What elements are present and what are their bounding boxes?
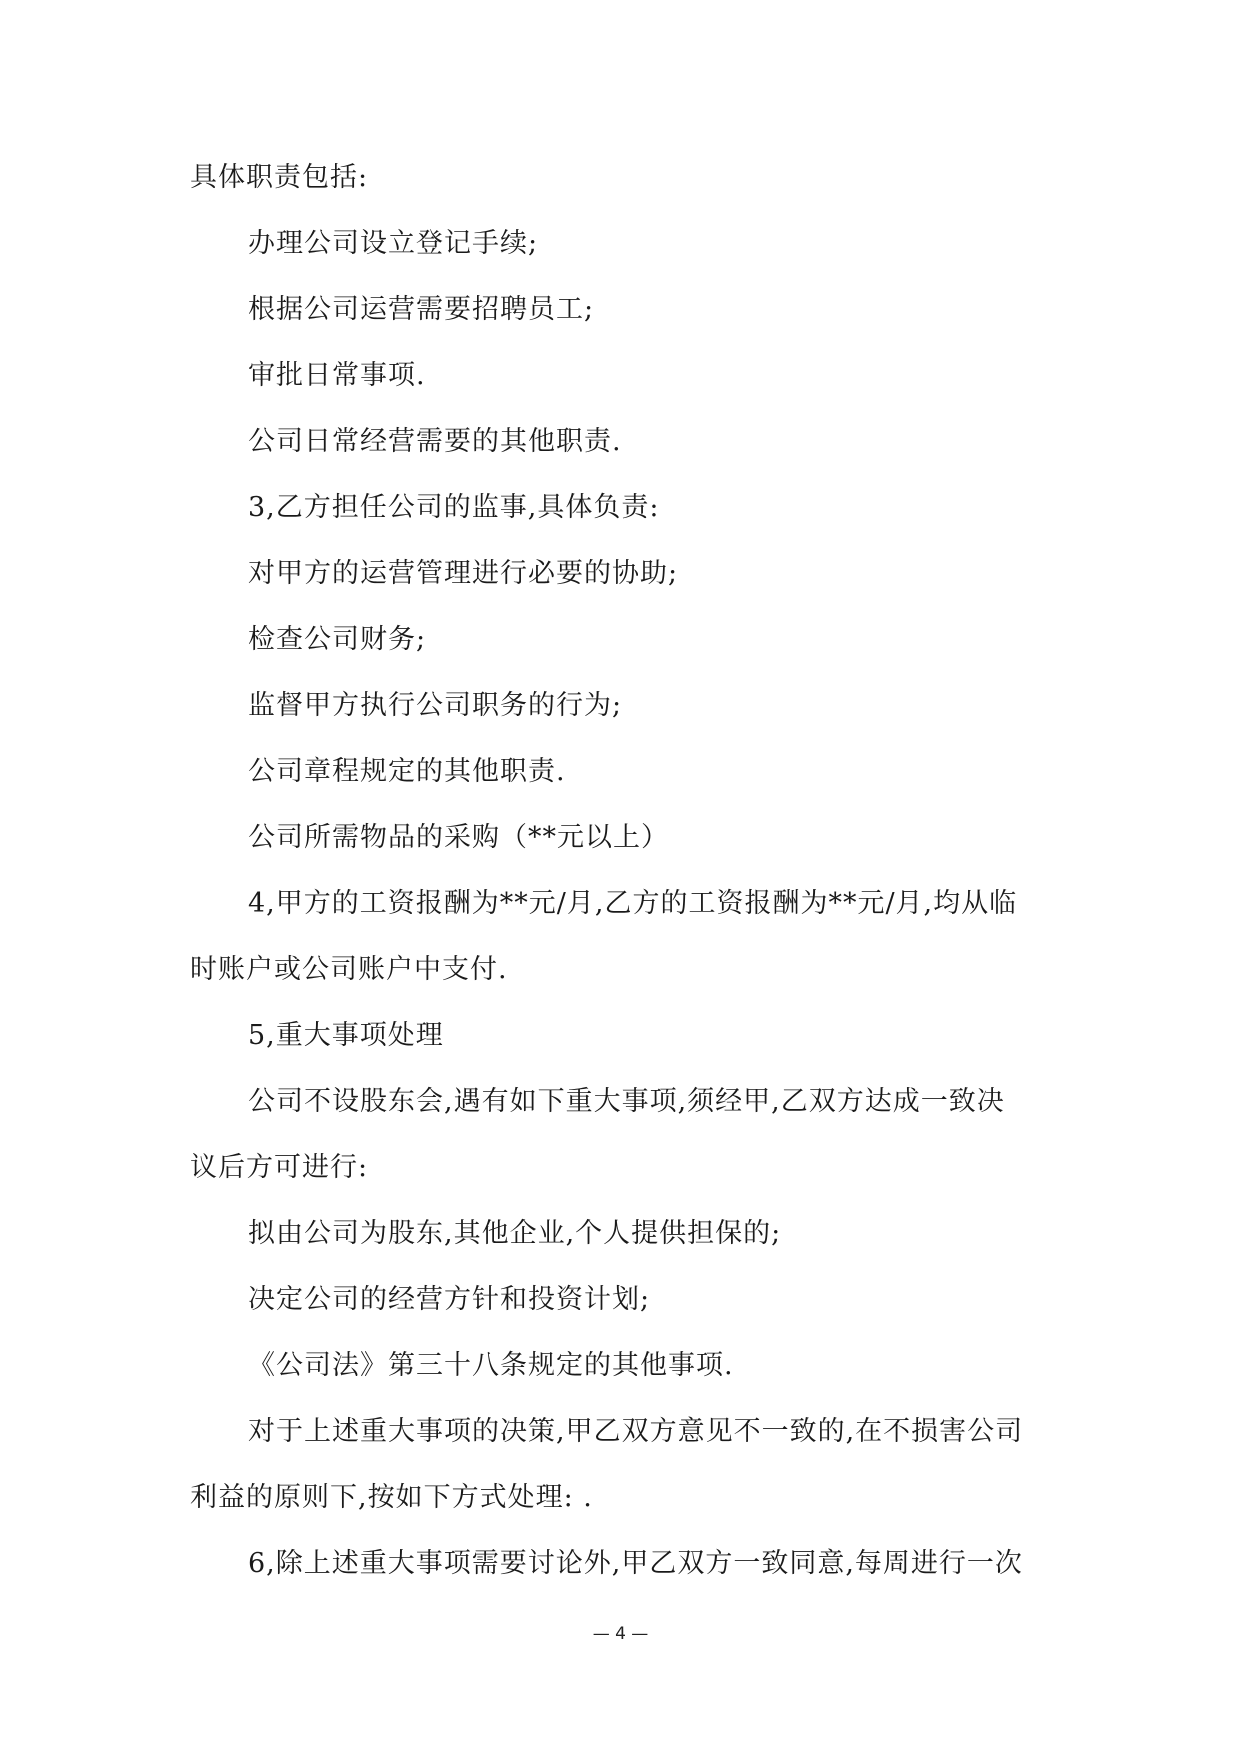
text-line: 公司所需物品的采购（**元以上） [248,822,669,853]
text-line: 3,乙方担任公司的监事,具体负责: [248,492,660,523]
text-line: 对于上述重大事项的决策,甲乙双方意见不一致的,在不损害公司 [248,1416,1024,1447]
text-line: 监督甲方执行公司职务的行为; [248,690,623,721]
text-line: 审批日常事项. [248,360,426,391]
text-line: 议后方可进行: [190,1152,369,1183]
text-line: 公司日常经营需要的其他职责. [248,426,622,457]
text-line: 5,重大事项处理 [248,1020,444,1051]
text-line: 办理公司设立登记手续; [248,228,539,259]
text-line: 拟由公司为股东,其他企业,个人提供担保的; [248,1218,782,1249]
text-line: 检查公司财务; [248,624,427,655]
page-number: — 4 — [592,1624,649,1644]
text-line: 4,甲方的工资报酬为**元/月,乙方的工资报酬为**元/月,均从临 [248,888,1018,919]
text-line: 具体职责包括: [190,162,369,193]
text-line: 根据公司运营需要招聘员工; [248,294,595,325]
text-line: 《公司法》第三十八条规定的其他事项. [248,1350,734,1381]
text-line: 决定公司的经营方针和投资计划; [248,1284,651,1315]
text-line: 6,除上述重大事项需要讨论外,甲乙双方一致同意,每周进行一次 [248,1548,1023,1579]
text-line: 利益的原则下,按如下方式处理: . [190,1482,593,1513]
text-line: 公司章程规定的其他职责. [248,756,566,787]
document-body [190,158,1056,1610]
text-line: 公司不设股东会,遇有如下重大事项,须经甲,乙双方达成一致决 [248,1086,1005,1117]
text-line: 时账户或公司账户中支付. [190,954,508,985]
text-line: 对甲方的运营管理进行必要的协助; [248,558,679,589]
